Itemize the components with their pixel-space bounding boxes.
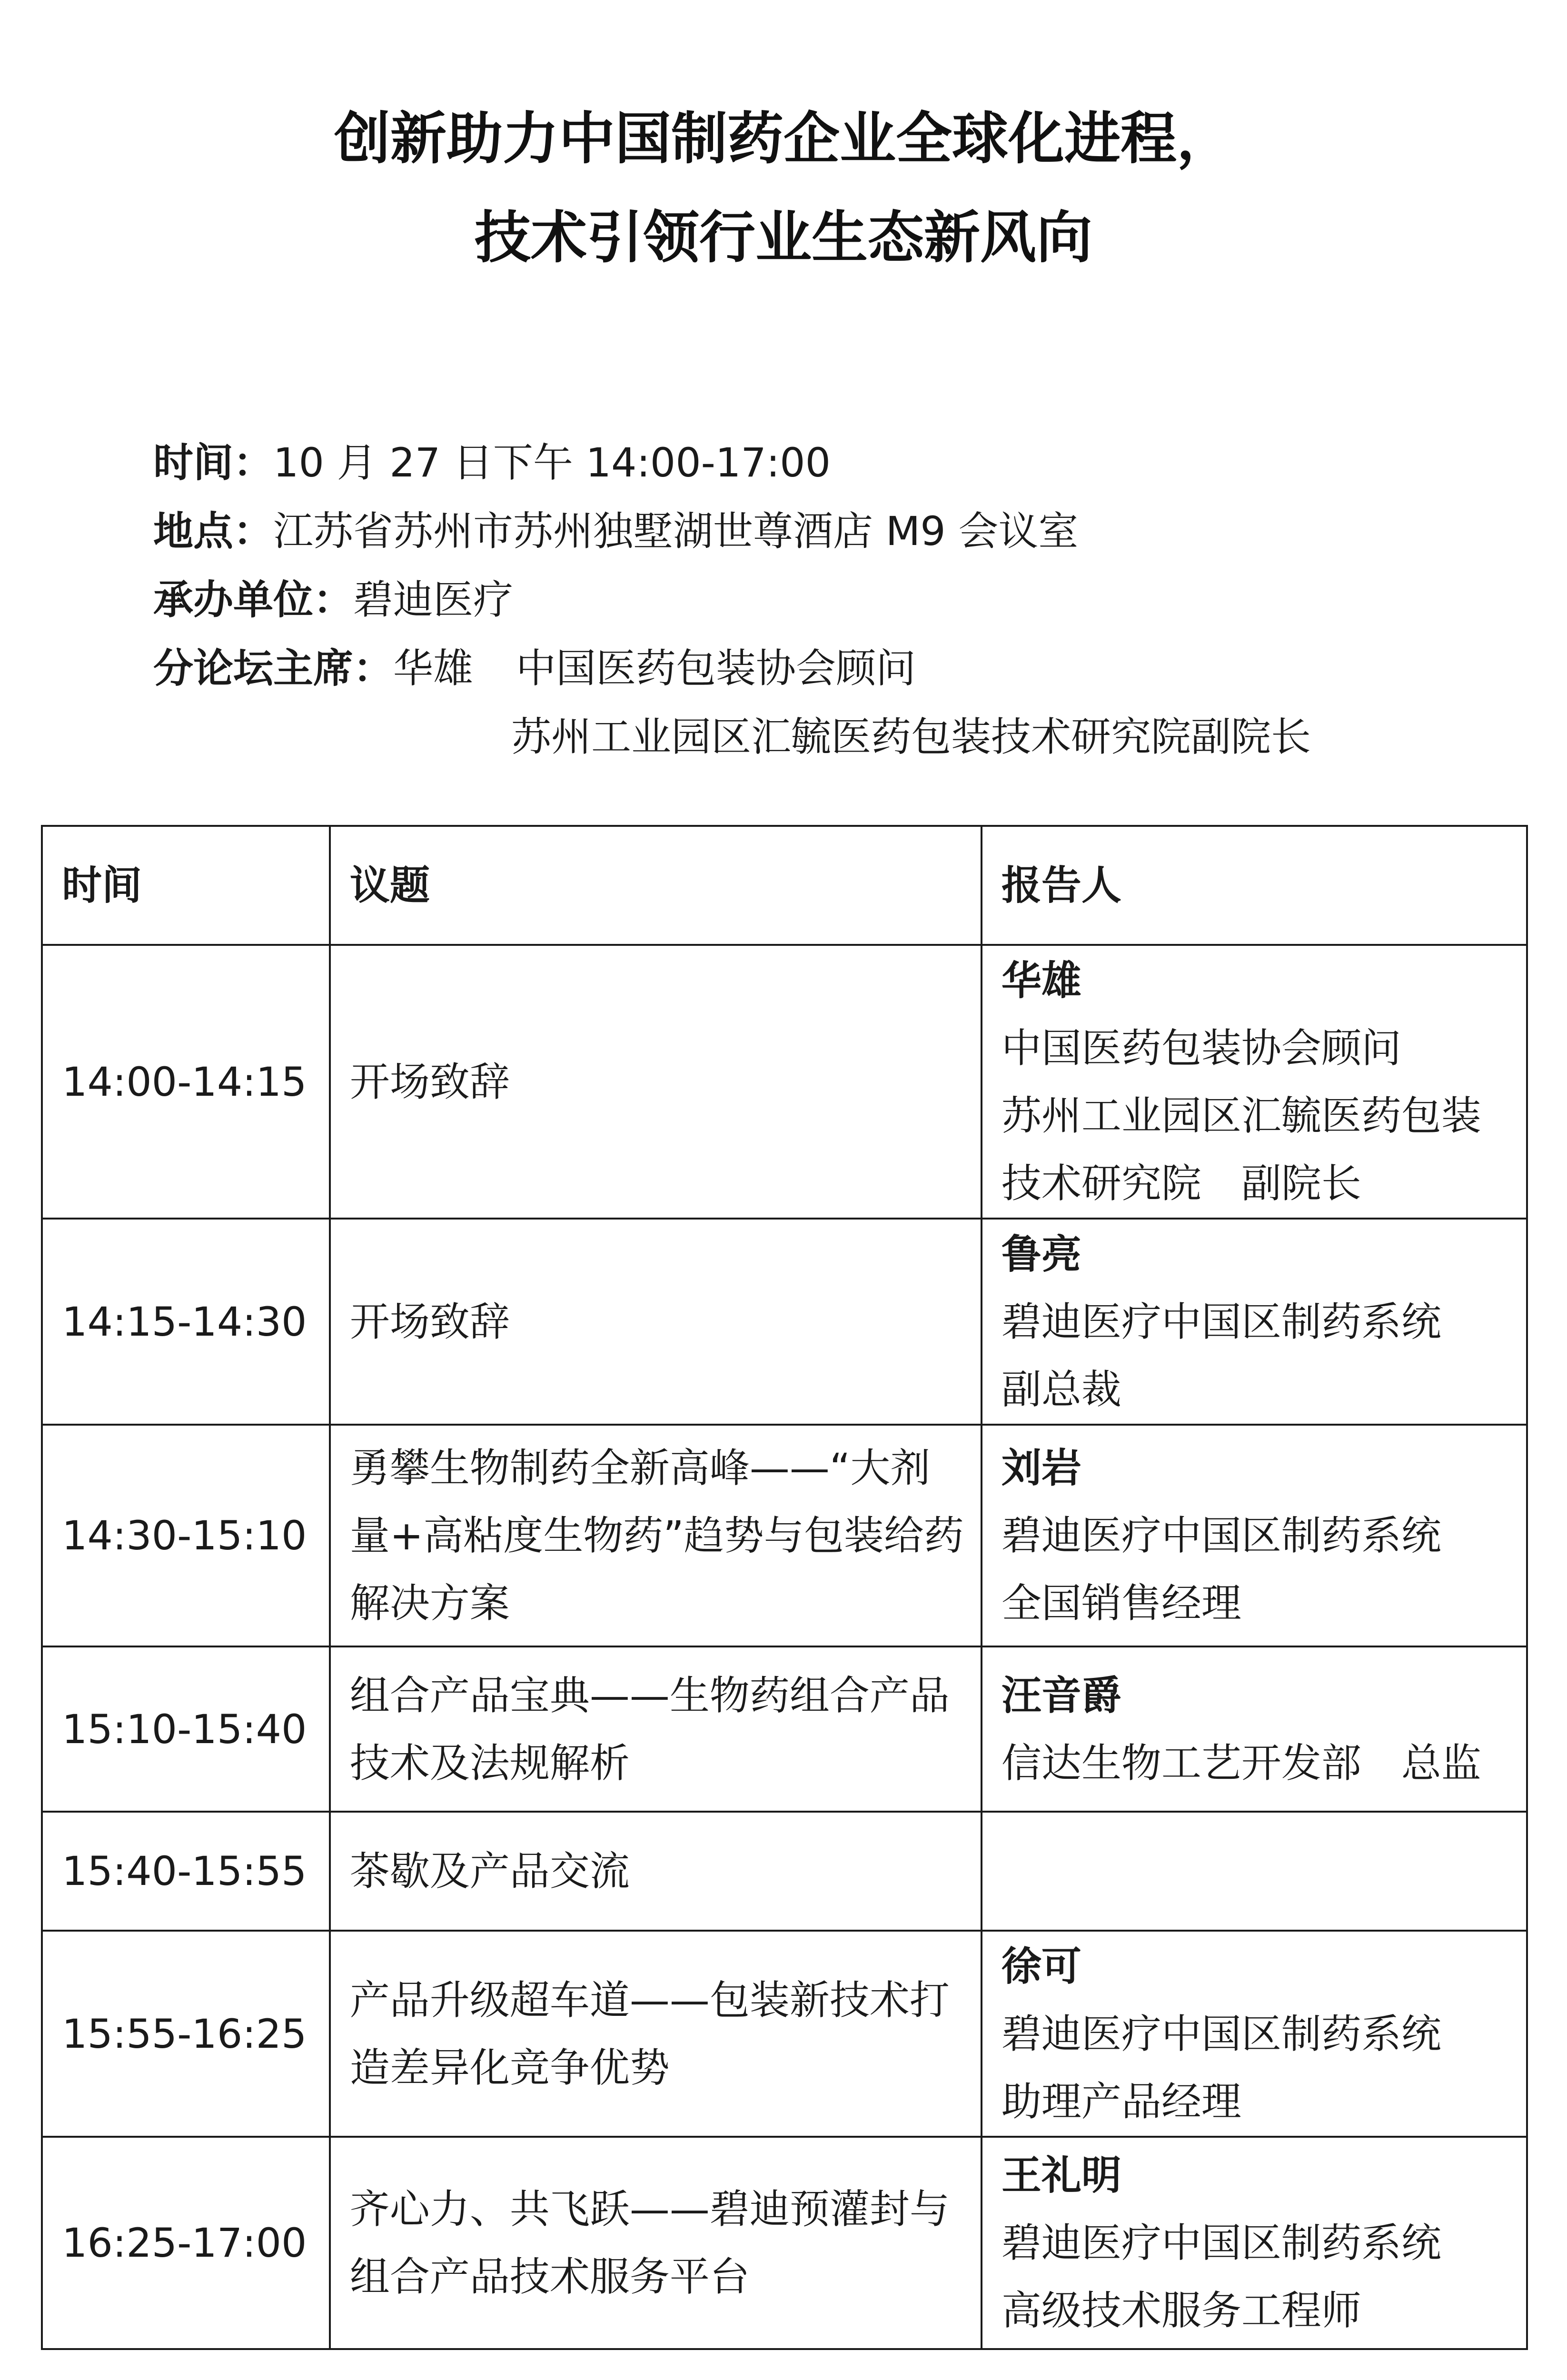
header-speaker: 报告人 [982, 826, 1527, 945]
info-time-row [153, 428, 1311, 497]
row-time: 15:10-15:40 [42, 1646, 330, 1812]
table-row [42, 945, 1527, 1219]
page-title-line-1: 创新助力中国制药企业全球化进程， [334, 106, 1233, 171]
table-header-row [42, 826, 1527, 945]
row-speaker [982, 1425, 1527, 1646]
speaker-title-line: 全国销售经理 [1001, 1580, 1241, 1626]
speaker-title-line: 碧迪医疗中国区制药系统 [1001, 2220, 1441, 2266]
info-chair-title-row-2 [153, 703, 1311, 771]
row-topic [330, 1812, 982, 1931]
topic-line: 开场致辞 [349, 1298, 510, 1345]
speaker-title-line: 高级技术服务工程师 [1001, 2287, 1361, 2334]
topic-line: 造差异化竞争优势 [349, 2044, 670, 2091]
topic-line: 组合产品宝典——生物药组合产品 [349, 1672, 950, 1719]
event-info [153, 428, 1311, 771]
agenda-table [41, 825, 1528, 2350]
info-organizer-label: 承办单位： [153, 576, 354, 623]
topic-line: 技术及法规解析 [349, 1739, 630, 1786]
row-speaker [982, 1219, 1527, 1425]
row-topic [330, 1219, 982, 1425]
row-speaker [982, 1931, 1527, 2137]
info-place-label: 地点： [153, 508, 274, 555]
info-chair-title-2: 苏州工业园区汇毓医药包装技术研究院副院长 [511, 714, 1311, 760]
row-time: 14:15-14:30 [42, 1219, 330, 1425]
header-topic: 议题 [330, 826, 982, 945]
info-organizer-value: 碧迪医疗 [353, 576, 514, 623]
speaker-title-line: 碧迪医疗中国区制药系统 [1001, 1512, 1441, 1559]
row-topic [330, 945, 982, 1219]
row-topic [330, 1646, 982, 1812]
row-speaker [982, 945, 1527, 1219]
row-topic [330, 2137, 982, 2349]
speaker-name: 华雄 [1001, 957, 1081, 1004]
speaker-title-line: 碧迪医疗中国区制药系统 [1001, 2010, 1441, 2057]
topic-line: 组合产品技术服务平台 [349, 2253, 750, 2300]
info-place-row [153, 497, 1311, 565]
speaker-name: 汪音爵 [1001, 1672, 1121, 1719]
topic-line: 量+高粘度生物药”趋势与包装给药 [349, 1512, 964, 1559]
info-organizer-row [153, 565, 1311, 634]
topic-line: 茶歇及产品交流 [349, 1848, 630, 1894]
row-time: 15:40-15:55 [42, 1812, 330, 1931]
info-place-value: 江苏省苏州市苏州独墅湖世尊酒店 M9 会议室 [273, 508, 1079, 555]
speaker-title-line: 中国医药包装协会顾问 [1001, 1024, 1401, 1071]
speaker-title-line: 技术研究院 副院长 [1001, 1160, 1361, 1207]
table-row [42, 1646, 1527, 1812]
header-time: 时间 [42, 826, 330, 945]
row-time: 14:00-14:15 [42, 945, 330, 1219]
speaker-title-line: 苏州工业园区汇毓医药包装 [1001, 1092, 1481, 1139]
row-time: 16:25-17:00 [42, 2137, 330, 2349]
table-row [42, 1931, 1527, 2137]
info-chair-label: 分论坛主席： [153, 645, 394, 692]
row-speaker [982, 1812, 1527, 1931]
table-row [42, 1812, 1527, 1931]
speaker-name: 王礼明 [1001, 2152, 1121, 2199]
table-row [42, 1219, 1527, 1425]
topic-line: 产品升级超车道——包装新技术打 [349, 1976, 950, 2023]
row-time: 14:30-15:10 [42, 1425, 330, 1646]
speaker-title-line: 副总裁 [1001, 1366, 1121, 1413]
page-title-line-2: 技术引领行业生态新风向 [474, 205, 1092, 270]
table-row [42, 2137, 1527, 2349]
speaker-title-line: 碧迪医疗中国区制药系统 [1001, 1298, 1441, 1345]
info-chair-name: 华雄 [393, 645, 474, 692]
row-speaker [982, 2137, 1527, 2349]
row-topic [330, 1425, 982, 1646]
topic-line: 齐心力、共飞跃——碧迪预灌封与 [349, 2186, 950, 2232]
row-time: 15:55-16:25 [42, 1931, 330, 2137]
info-chair-row [153, 634, 1311, 703]
speaker-name: 徐可 [1001, 1943, 1081, 1990]
speaker-name: 刘岩 [1001, 1445, 1081, 1491]
info-time-value: 10 月 27 日下午 14:00-17:00 [273, 439, 831, 486]
topic-line: 开场致辞 [349, 1058, 510, 1105]
info-chair-title-1: 中国医药包装协会顾问 [516, 645, 916, 692]
topic-line: 勇攀生物制药全新高峰——“大剂 [349, 1445, 931, 1491]
speaker-title-line: 信达生物工艺开发部 总监 [1001, 1739, 1481, 1786]
row-topic [330, 1931, 982, 2137]
speaker-title-line: 助理产品经理 [1001, 2078, 1241, 2125]
speaker-name: 鲁亮 [1001, 1230, 1081, 1278]
info-time-label: 时间： [153, 439, 274, 486]
table-row [42, 1425, 1527, 1646]
row-speaker [982, 1646, 1527, 1812]
topic-line: 解决方案 [349, 1580, 510, 1626]
